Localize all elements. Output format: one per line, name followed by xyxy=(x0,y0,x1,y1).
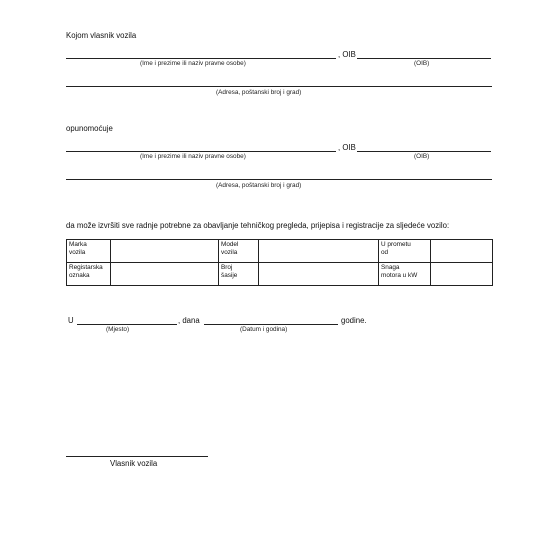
authorized-name-field[interactable] xyxy=(66,151,336,152)
make-label: Marka vozila xyxy=(67,240,111,263)
in-traffic-since-field[interactable] xyxy=(431,240,493,263)
place-prefix: U xyxy=(68,316,74,325)
registration-label: Registarska oznaka xyxy=(67,263,111,286)
authorize-heading: opunomoćuje xyxy=(66,124,113,133)
date-caption: (Datum i godina) xyxy=(240,326,288,333)
owner-address-caption: (Adresa, poštanski broj i grad) xyxy=(216,89,302,96)
purpose-text: da može izvršiti sve radnje potrebne za obavljanje tehničkog pregleda, prijepisa i registracije za sljedeće vozilo: xyxy=(66,221,450,230)
date-prefix: , dana xyxy=(178,316,200,325)
authorized-oib-caption: (OIB) xyxy=(414,153,430,160)
engine-power-field[interactable] xyxy=(431,263,493,286)
date-field[interactable] xyxy=(204,324,338,325)
model-field[interactable] xyxy=(259,240,379,263)
chassis-number-label: Broj šasije xyxy=(219,263,259,286)
authorized-oib-field[interactable] xyxy=(357,151,491,152)
registration-field[interactable] xyxy=(111,263,219,286)
year-suffix: godine. xyxy=(341,316,367,325)
authorized-name-caption: (Ime i prezime ili naziv pravne osobe) xyxy=(140,153,246,160)
make-field[interactable] xyxy=(111,240,219,263)
owner-heading: Kojom vlasnik vozila xyxy=(66,31,137,40)
owner-oib-field[interactable] xyxy=(357,58,491,59)
engine-power-label: Snaga motora u kW xyxy=(379,263,431,286)
place-field[interactable] xyxy=(77,324,177,325)
signature-field[interactable] xyxy=(66,456,208,457)
authorized-address-field[interactable] xyxy=(66,179,492,180)
table-row xyxy=(67,263,493,286)
signature-caption: Vlasnik vozila xyxy=(110,459,158,468)
owner-oib-label: , OIB xyxy=(338,50,356,59)
in-traffic-since-label: U prometu od xyxy=(379,240,431,263)
owner-name-caption: (Ime i prezime ili naziv pravne osobe) xyxy=(140,60,246,67)
chassis-number-field[interactable] xyxy=(259,263,379,286)
owner-oib-caption: (OIB) xyxy=(414,60,430,67)
table-row xyxy=(67,240,493,263)
place-caption: (Mjesto) xyxy=(106,326,130,333)
owner-name-field[interactable] xyxy=(66,58,336,59)
owner-address-field[interactable] xyxy=(66,86,492,87)
authorized-oib-label: , OIB xyxy=(338,143,356,152)
vehicle-table xyxy=(66,239,493,286)
model-label: Model vozila xyxy=(219,240,259,263)
authorized-address-caption: (Adresa, poštanski broj i grad) xyxy=(216,182,302,189)
